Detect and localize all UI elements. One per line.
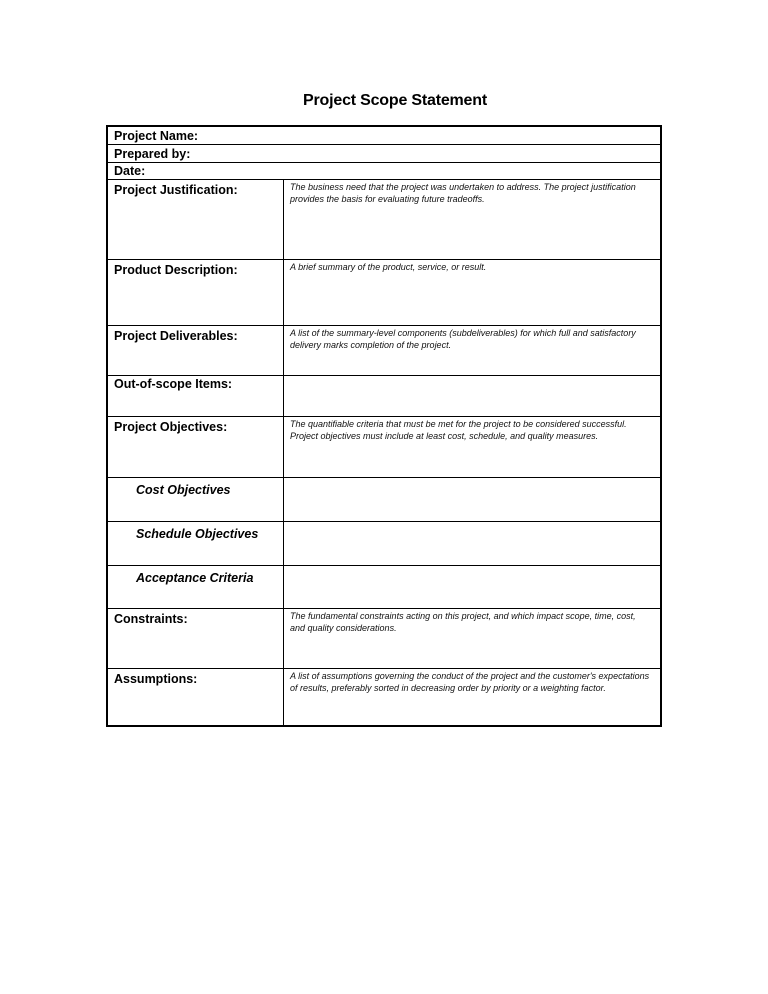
project-objectives-label: Project Objectives: (108, 417, 284, 477)
project-deliverables-label: Project Deliverables: (108, 326, 284, 375)
prepared-by-field[interactable]: Prepared by: (108, 145, 660, 163)
row-project-deliverables (108, 326, 660, 376)
project-justification-label: Project Justification: (108, 180, 284, 259)
constraints-label: Constraints: (108, 609, 284, 668)
row-cost-objectives (108, 478, 660, 522)
acceptance-criteria-label: Acceptance Criteria (108, 566, 284, 608)
cost-objectives-cell[interactable] (284, 478, 660, 521)
row-project-justification (108, 180, 660, 260)
scope-statement-form (106, 125, 662, 727)
product-description-label: Product Description: (108, 260, 284, 325)
row-project-objectives (108, 417, 660, 478)
project-objectives-cell[interactable]: The quantifiable criteria that must be met for the project to be considered successful. Project objectives must include at least cost, schedule, and quality measures. (290, 419, 627, 441)
product-description-cell[interactable]: A brief summary of the product, service, or result. (290, 262, 487, 272)
assumptions-cell[interactable]: A list of assumptions governing the conduct of the project and the customer's expectations of results, preferably sorted in decreasing order by priority or a weighting factor. (290, 671, 650, 693)
schedule-objectives-label: Schedule Objectives (108, 522, 284, 565)
constraints-cell[interactable]: The fundamental constraints acting on this project, and which impact scope, time, cost, and quality considerations. (290, 611, 636, 633)
out-of-scope-cell[interactable] (284, 376, 660, 416)
assumptions-label: Assumptions: (108, 669, 284, 725)
cost-objectives-label: Cost Objectives (108, 478, 284, 521)
project-deliverables-cell[interactable]: A list of the summary-level components (subdeliverables) for which full and satisfactory delivery marks completion of the project. (290, 328, 636, 350)
project-justification-cell[interactable]: The business need that the project was undertaken to address. The project justification provides the basis for evaluating future tradeoffs. (290, 182, 636, 204)
project-name-field[interactable]: Project Name: (108, 127, 660, 145)
row-acceptance-criteria (108, 566, 660, 609)
out-of-scope-label: Out-of-scope Items: (108, 376, 284, 416)
row-constraints (108, 609, 660, 669)
page-title: Project Scope Statement (303, 92, 487, 109)
row-assumptions (108, 669, 660, 725)
row-product-description (108, 260, 660, 326)
schedule-objectives-cell[interactable] (284, 522, 660, 565)
date-field[interactable]: Date: (108, 163, 660, 180)
acceptance-criteria-cell[interactable] (284, 566, 660, 608)
row-out-of-scope (108, 376, 660, 417)
row-schedule-objectives (108, 522, 660, 566)
